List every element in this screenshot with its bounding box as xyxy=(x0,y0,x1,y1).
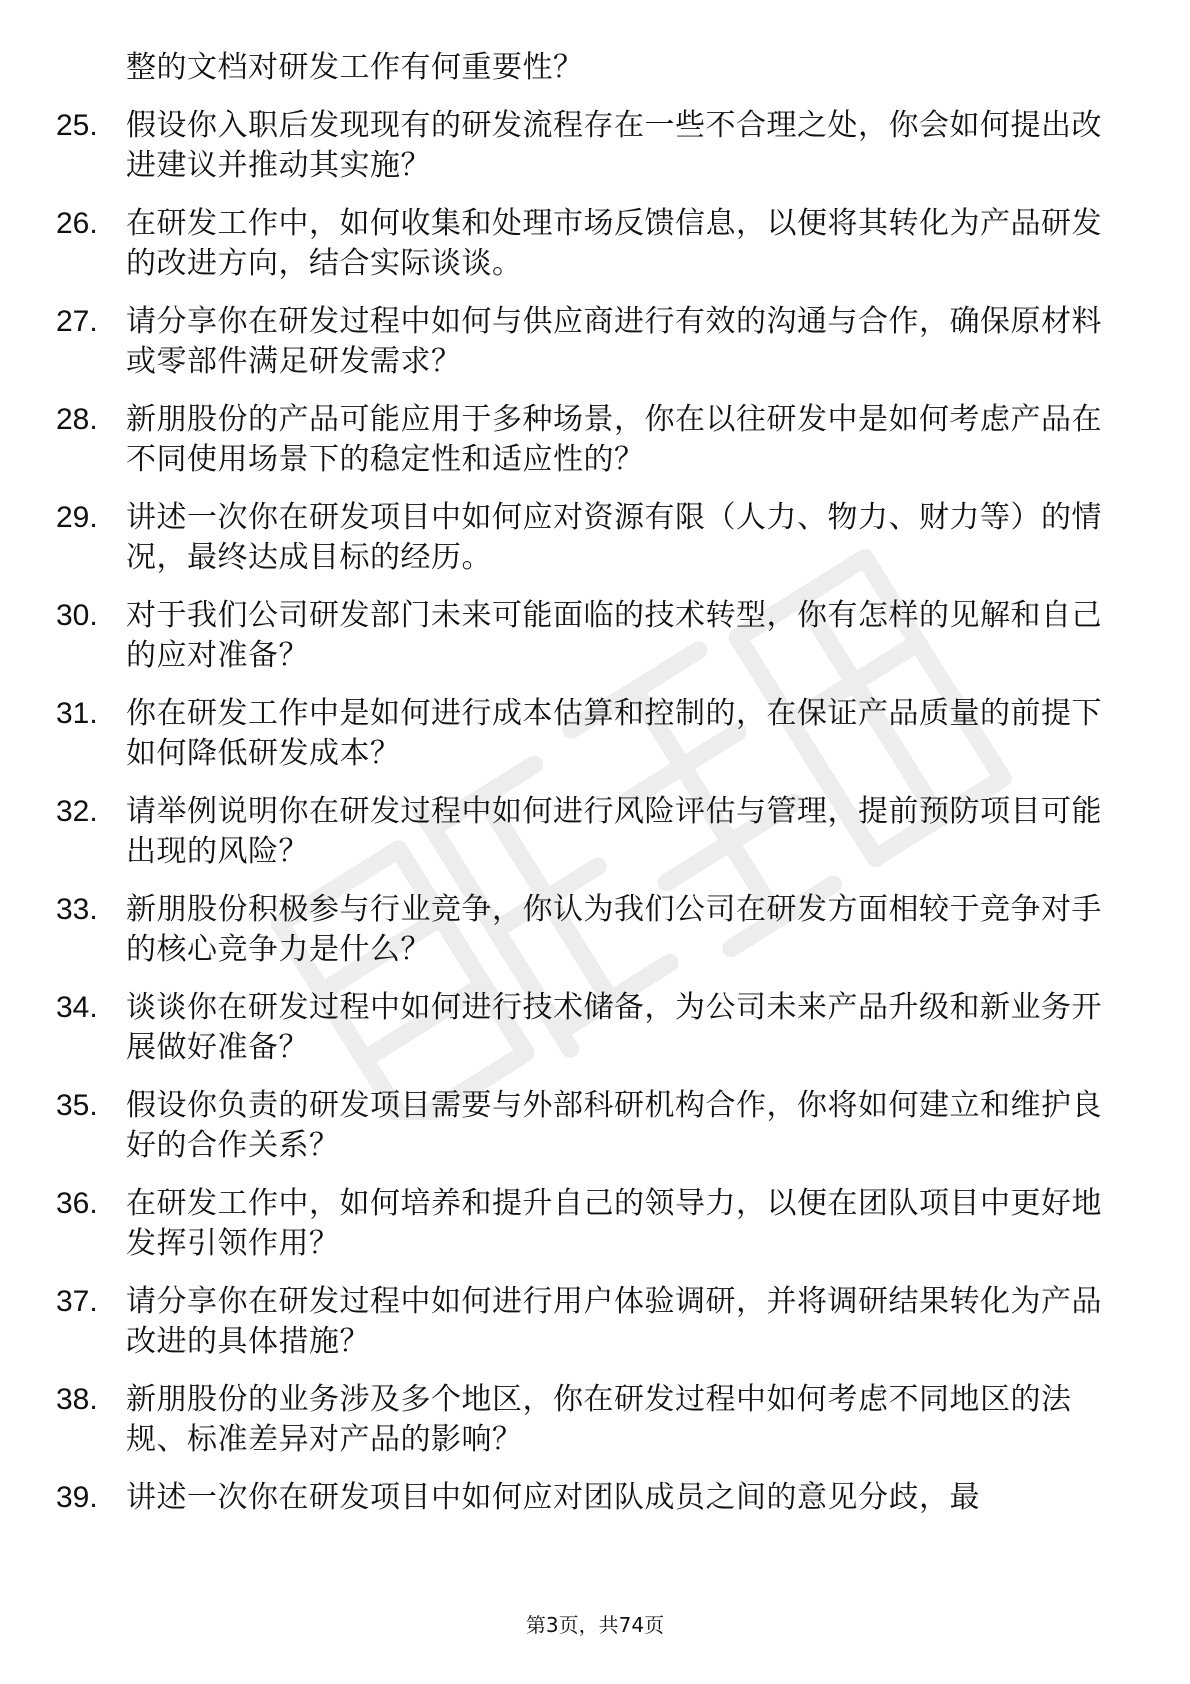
question-list xyxy=(56,48,1106,1536)
question-number: 27. xyxy=(56,305,98,338)
list-item xyxy=(56,48,1106,88)
question-text: 新朋股份的业务涉及多个地区，你在研发过程中如何考虑不同地区的法规、标准差异对产品的影响？ xyxy=(126,1382,1072,1457)
question-text: 假设你负责的研发项目需要与外部科研机构合作，你将如何建立和维护良好的合作关系？ xyxy=(126,1088,1102,1163)
question-number: 34. xyxy=(56,991,98,1024)
question-text: 在研发工作中，如何收集和处理市场反馈信息，以便将其转化为产品研发的改进方向，结合实际谈谈。 xyxy=(126,206,1102,281)
list-item xyxy=(56,694,1106,774)
question-text: 请举例说明你在研发过程中如何进行风险评估与管理，提前预防项目可能出现的风险？ xyxy=(126,794,1102,869)
question-number: 28. xyxy=(56,403,98,436)
question-text: 请分享你在研发过程中如何与供应商进行有效的沟通与合作，确保原材料或零部件满足研发需求？ xyxy=(126,304,1102,379)
list-item xyxy=(56,1282,1106,1362)
page-footer: 第3页，共74页 xyxy=(525,1613,665,1637)
question-number: 31. xyxy=(56,697,98,730)
question-number: 38. xyxy=(56,1383,98,1416)
list-item xyxy=(56,400,1106,480)
list-item xyxy=(56,1086,1106,1166)
question-text: 对于我们公司研发部门未来可能面临的技术转型，你有怎样的见解和自己的应对准备？ xyxy=(126,598,1102,673)
question-text: 在研发工作中，如何培养和提升自己的领导力，以便在团队项目中更好地发挥引领作用？ xyxy=(126,1186,1102,1261)
question-text: 假设你入职后发现现有的研发流程存在一些不合理之处，你会如何提出改进建议并推动其实施？ xyxy=(126,108,1102,183)
question-text: 谈谈你在研发过程中如何进行技术储备，为公司未来产品升级和新业务开展做好准备？ xyxy=(126,990,1102,1065)
list-item xyxy=(56,988,1106,1068)
list-item xyxy=(56,204,1106,284)
question-number: 39. xyxy=(56,1481,98,1514)
question-text: 讲述一次你在研发项目中如何应对团队成员之间的意见分歧，最 xyxy=(126,1480,980,1515)
question-text: 请分享你在研发过程中如何进行用户体验调研，并将调研结果转化为产品改进的具体措施？ xyxy=(126,1284,1102,1359)
question-number: 35. xyxy=(56,1089,98,1122)
question-text: 讲述一次你在研发项目中如何应对资源有限（人力、物力、财力等）的情况，最终达成目标的经历。 xyxy=(126,500,1102,575)
question-text: 新朋股份积极参与行业竞争，你认为我们公司在研发方面相较于竞争对手的核心竞争力是什么？ xyxy=(126,892,1102,967)
list-item xyxy=(56,302,1106,382)
question-text: 你在研发工作中是如何进行成本估算和控制的，在保证产品质量的前提下如何降低研发成本？ xyxy=(126,696,1102,771)
list-item xyxy=(56,1380,1106,1460)
list-item xyxy=(56,596,1106,676)
list-item xyxy=(56,1478,1106,1518)
question-number: 29. xyxy=(56,501,98,534)
list-item xyxy=(56,792,1106,872)
list-item xyxy=(56,890,1106,970)
question-text: 新朋股份的产品可能应用于多种场景，你在以往研发中是如何考虑产品在不同使用场景下的稳定性和适应性的？ xyxy=(126,402,1102,477)
question-number: 32. xyxy=(56,795,98,828)
question-number: 33. xyxy=(56,893,98,926)
question-number: 36. xyxy=(56,1187,98,1220)
question-number: 25. xyxy=(56,109,98,142)
question-number: 26. xyxy=(56,207,98,240)
list-item xyxy=(56,106,1106,186)
question-number: 37. xyxy=(56,1285,98,1318)
list-item xyxy=(56,1184,1106,1264)
question-text: 整的文档对研发工作有何重要性？ xyxy=(126,50,584,85)
list-item xyxy=(56,498,1106,578)
question-number: 30. xyxy=(56,599,98,632)
